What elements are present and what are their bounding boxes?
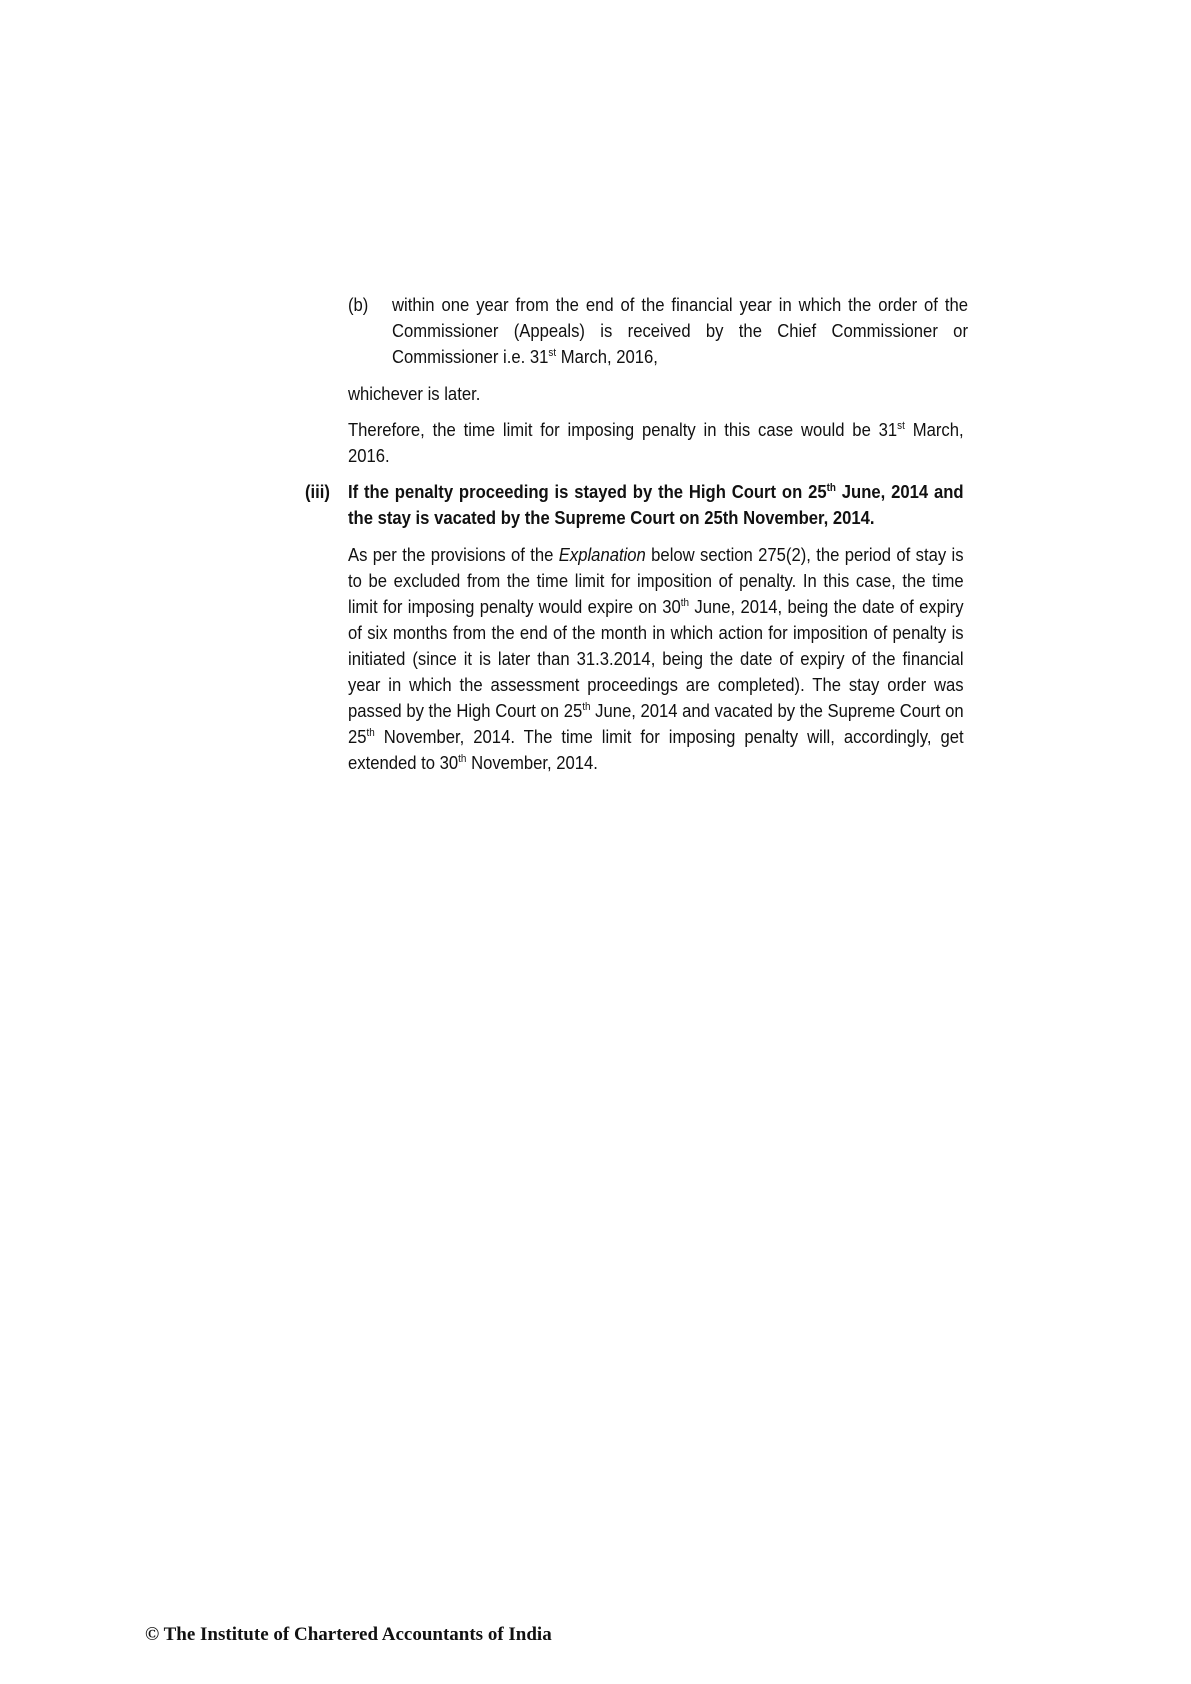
ordinal-suffix: th xyxy=(458,753,467,765)
page-footer: © The Institute of Chartered Accountants of India xyxy=(145,1624,552,1645)
heading-text-part: If the penalty proceeding is stayed by the High Court on 25 xyxy=(348,481,827,502)
answer-text-part: As per the provisions of the xyxy=(348,544,559,565)
paragraph-whichever: whichever is later. xyxy=(348,383,481,404)
list-item-b-text-part: within one year from the end of the financial year in which the order of the Commissioner (Appeals) is received by the Chief Commissioner or Commissioner i.e. 31 xyxy=(392,294,968,367)
answer-text-part: below section 275(2), the period of stay is to be excluded from the time limit for imposition of penalty. In this case, the time limit for imposing penalty would expire on 30 xyxy=(348,544,964,617)
list-marker-b: (b) xyxy=(348,294,369,315)
therefore-text-part: Therefore, the time limit for imposing penalty in this case would be 31 xyxy=(348,419,898,440)
ordinal-suffix: th xyxy=(680,597,690,609)
ordinal-suffix: th xyxy=(826,482,836,494)
answer-italic-term: Explanation xyxy=(558,544,646,565)
answer-text-part: November, 2014. xyxy=(466,752,598,773)
therefore-text-part: March, 2016. xyxy=(348,419,964,466)
answer-text-part: June, 2014, being the date of expiry of six months from the end of the month in which action for imposition of penalty is initiated (since it is later than 31.3.2014, being the date of expiry of the financial year in which the assessment proceedings are completed). The stay order was passed by the High Court on 25 xyxy=(348,596,964,721)
paragraph-therefore xyxy=(348,417,964,469)
answer-paragraph xyxy=(348,542,964,776)
ordinal-suffix: st xyxy=(897,420,905,432)
list-marker-iii: (iii) xyxy=(305,481,330,502)
list-item-b-text-part: March, 2016, xyxy=(556,346,658,367)
list-item-b-text xyxy=(392,292,968,370)
ordinal-suffix: th xyxy=(366,727,375,739)
ordinal-suffix: th xyxy=(582,701,591,713)
answer-text-part: November, 2014. The time limit for imposing penalty will, accordingly, get extended to 30 xyxy=(348,726,964,773)
heading-text-part: June, 2014 and the stay is vacated by the Supreme Court on 25th November, 2014. xyxy=(348,481,964,528)
question-heading-iii-text xyxy=(348,479,964,531)
answer-text-part: June, 2014 and vacated by the Supreme Court on 25 xyxy=(348,700,964,747)
ordinal-suffix: st xyxy=(548,347,557,359)
